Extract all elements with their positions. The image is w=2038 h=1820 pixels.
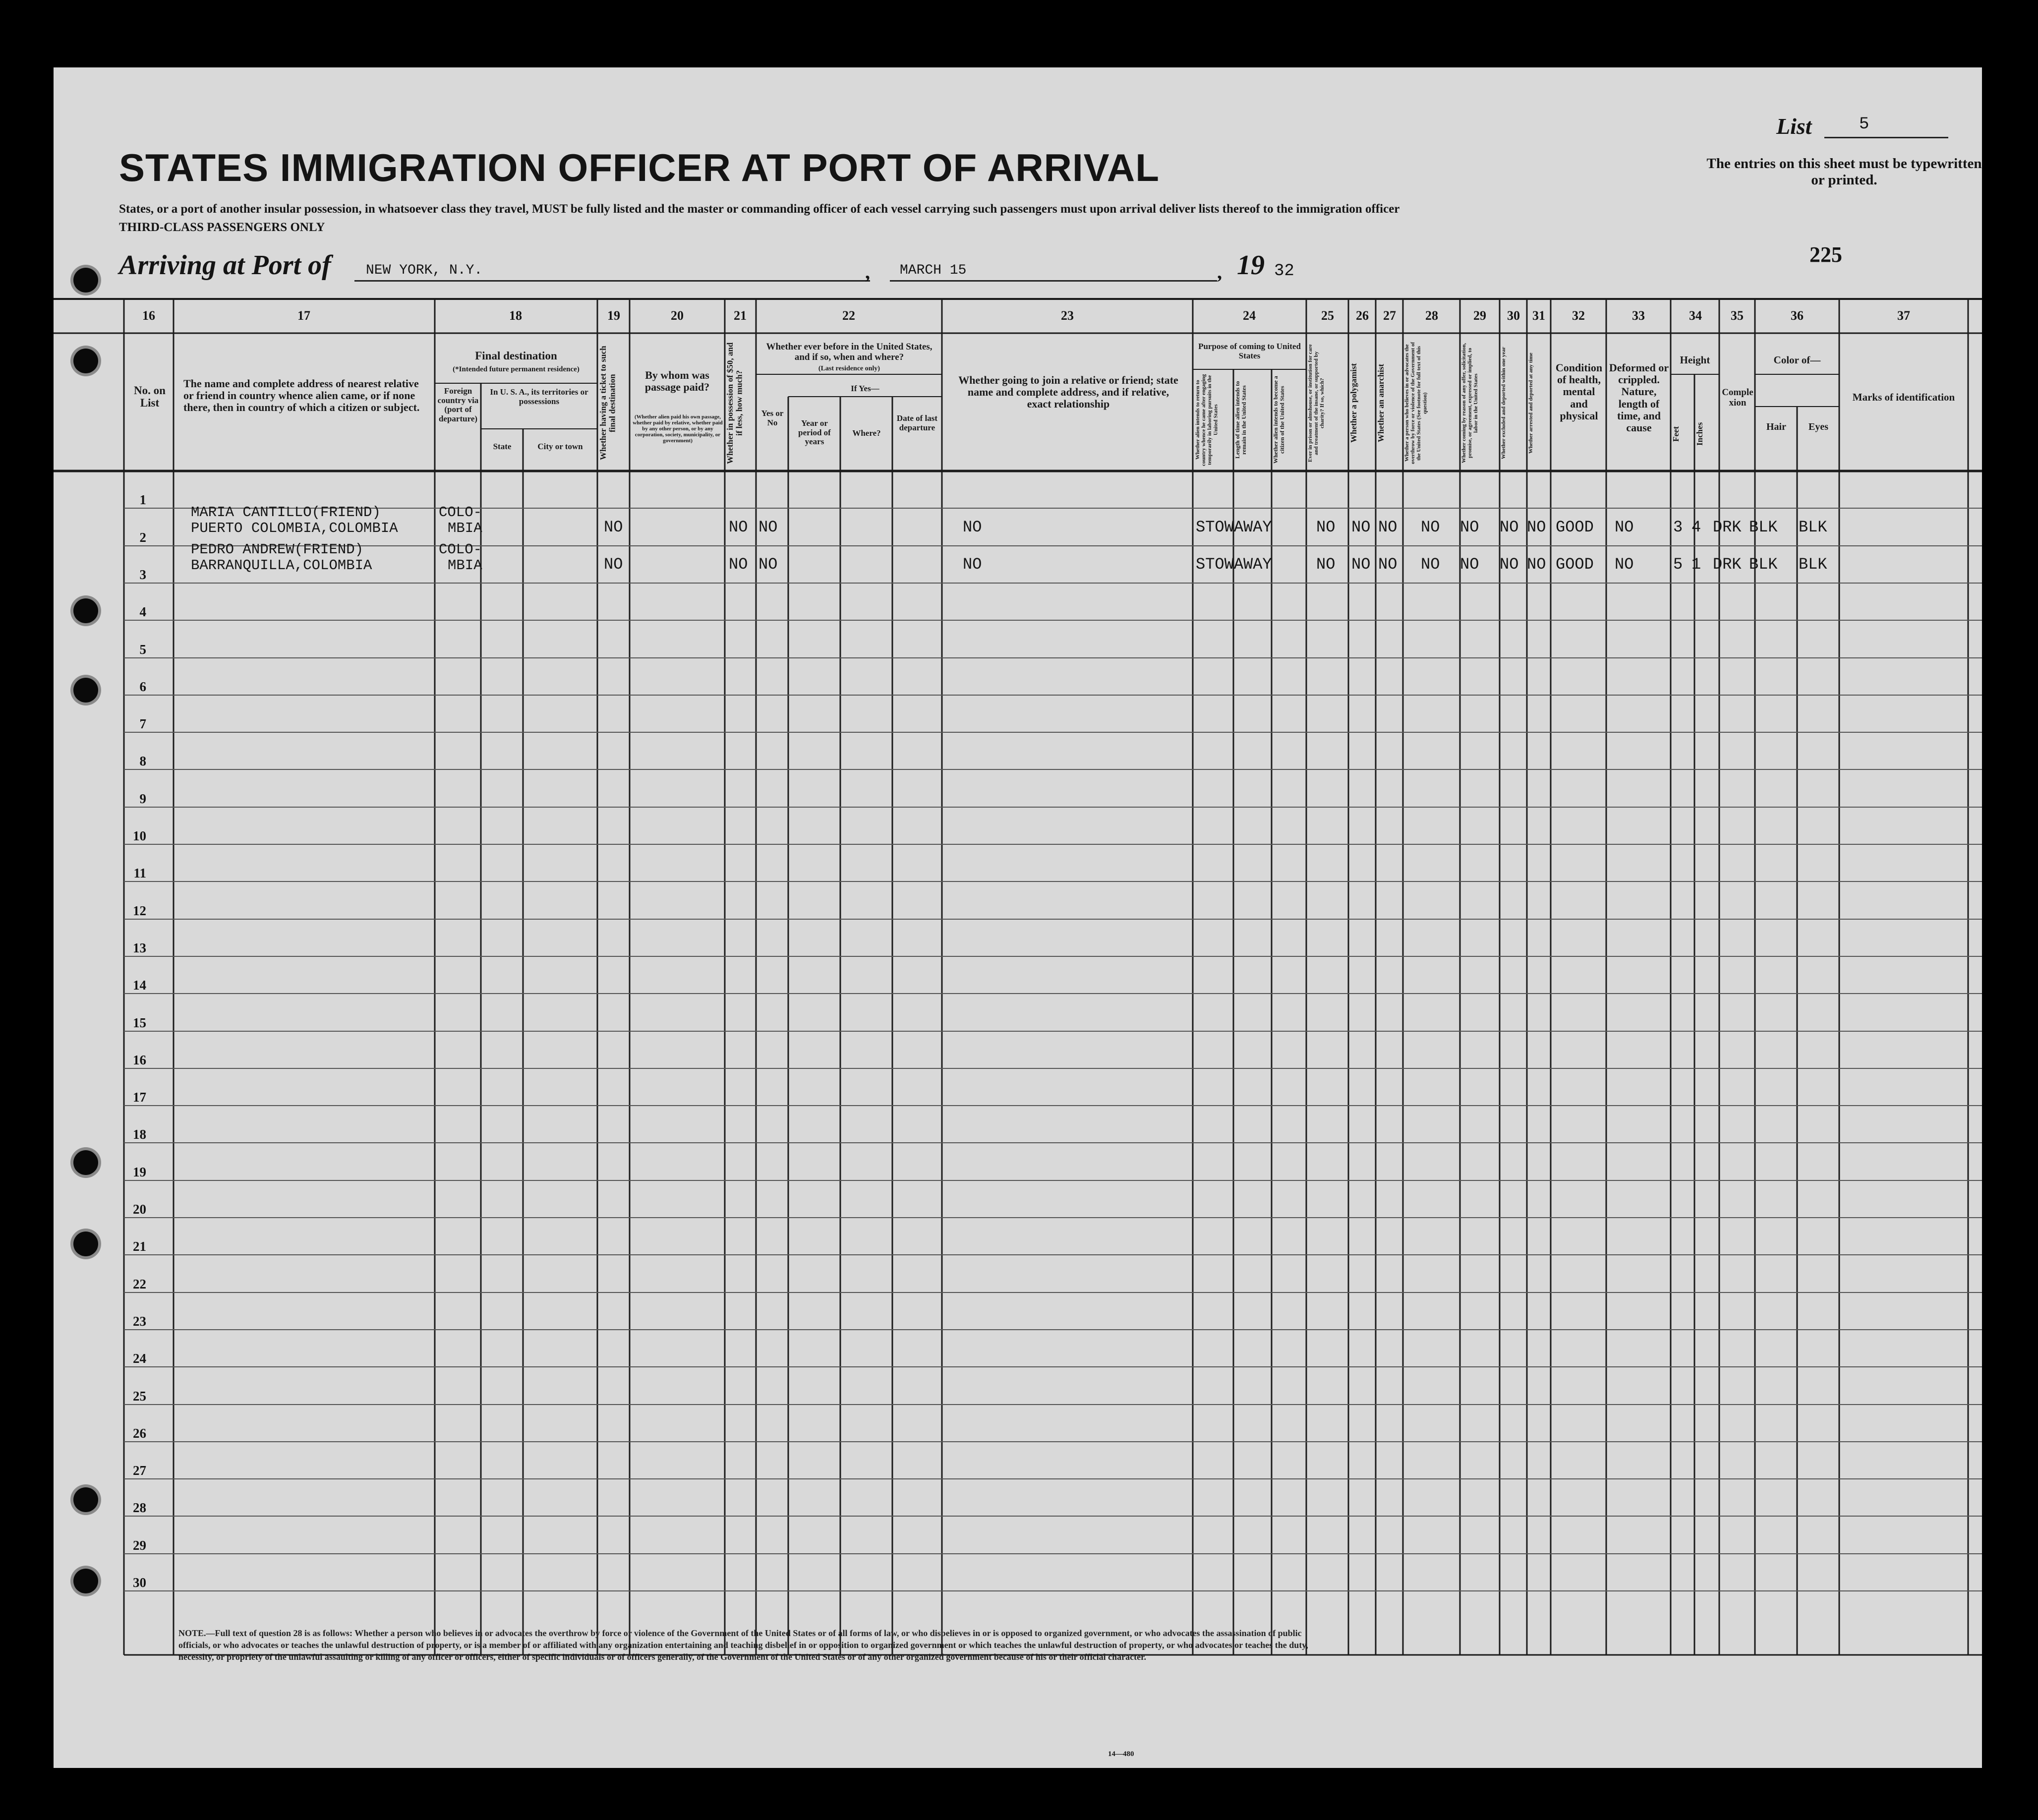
colnum-35: 35 [1731,308,1744,323]
header-purpose-citizen: Whether alien intends to become a citizen of the United States [1272,376,1286,464]
header-no-on-list: No. on List [134,384,166,410]
row-number: 20 [133,1202,146,1217]
year-prefix: 19 [1237,250,1265,281]
row-number: 23 [133,1314,146,1329]
row2-foreign-country-cont: MBIA [448,557,482,574]
class-line: THIRD-CLASS PASSENGERS ONLY [119,221,325,234]
port-of-arrival: NEW YORK, N.Y. [366,263,483,278]
row2-feet: 5 [1673,555,1683,574]
typewritten-note: The entries on this sheet must be typewritten or printed. [1706,156,1982,188]
row1-deformed: NO [1615,518,1634,536]
header-anarchist: Whether an anarchist [1376,363,1386,443]
colnum-30: 30 [1507,308,1520,323]
row2-relative-address: BARRANQUILLA,COLOMBIA [191,557,372,574]
row2-polygamist: NO [1351,555,1371,574]
row1-labor-offer: NO [1460,518,1479,536]
colnum-22: 22 [842,308,855,323]
header-deformed: Deformed or crippled. Nature, length of time, and cause [1609,361,1669,434]
row2-labor-offer: NO [1460,555,1479,574]
row1-relative-name: MARIA CANTILLO(FRIEND) [191,504,381,521]
row-number: 3 [139,567,146,582]
header-year-period: Year or period of years [798,418,831,447]
colnum-37: 37 [1897,308,1910,323]
row-number: 5 [139,642,146,657]
colnum-31: 31 [1532,308,1545,323]
header-where: Where? [852,428,881,438]
header-funds: Whether in possession of $50, and if less, how much? [725,342,744,464]
header-date-departure: Date of last departure [896,413,938,432]
colnum-20: 20 [671,308,684,323]
row-number: 13 [133,940,146,955]
row-number: 14 [133,978,146,993]
row2-relative-name: PEDRO ANDREW(FRIEND) [191,541,364,558]
header-inches: Inches [1695,422,1704,446]
row2-deformed: NO [1615,555,1634,574]
row1-foreign-country: COLO- [439,504,482,521]
row1-joining: NO [963,518,982,536]
row-number: 30 [133,1575,146,1590]
row2-foreign-country: COLO- [439,541,482,558]
row1-health: GOOD [1556,518,1594,536]
row-number: 28 [133,1500,146,1515]
colnum-17: 17 [297,308,310,323]
row-number: 21 [133,1239,146,1254]
row1-prison: NO [1316,518,1336,536]
row1-excluded: NO [1500,518,1519,536]
row-number: 19 [133,1165,146,1179]
list-label: List [1776,114,1812,139]
row1-eyes: BLK [1799,518,1827,536]
form-number: 14—480 [1108,1750,1134,1758]
row2-anarchist: NO [1378,555,1397,574]
row-number: 26 [133,1426,146,1441]
row-number: 12 [133,903,146,918]
comma: , [1217,261,1222,283]
row-number: 10 [133,828,146,843]
row-number: 16 [133,1053,146,1067]
comma: , [865,261,870,283]
header-polygamist: Whether a polygamist [1349,363,1358,443]
list-number: 5 [1859,115,1869,134]
colnum-18: 18 [509,308,522,323]
header-purpose: Purpose of coming to United States [1198,342,1301,360]
row1-complexion: DRK [1713,518,1742,536]
colnum-16: 16 [142,308,155,323]
header-prison: Ever in prison or almshouse, or institution for care and treatment of the insane, or supported by charity? If so, which? [1307,344,1326,462]
header-feet: Feet [1671,426,1681,442]
colnum-23: 23 [1061,308,1074,323]
row2-purpose: STOWAWAY [1196,555,1272,574]
row2-hair: BLK [1749,555,1778,574]
header-marks: Marks of identification [1852,391,1955,403]
row1-deported: NO [1527,518,1546,536]
row2-prison: NO [1316,555,1336,574]
header-passage-paid: By whom was passage paid? [644,369,710,394]
header-if-yes: If Yes— [851,384,879,393]
header-foreign-country: Foreign country via (port of departure) [437,386,479,424]
header-in-usa: In U. S. A., its territories or possessions [490,387,588,406]
row1-funds: NO [729,518,748,536]
row1-ticket: NO [604,518,623,536]
row2-funds: NO [729,555,748,574]
colnum-26: 26 [1356,308,1369,323]
row-number: 9 [139,791,146,806]
instruction-text: States, or a port of another insular possession, in whatsoever class they travel, MUST be fully listed and the master or commanding officer of each vessel carrying such passengers must upon arrival deliver lists thereof to the immigration officer [119,202,1400,216]
row-number: 24 [133,1351,146,1366]
arriving-label: Arriving at Port of [119,250,331,281]
row2-before-yes-no: NO [758,555,778,574]
row2-inches: 1 [1691,555,1701,574]
header-complexion: Complexion [1722,387,1753,408]
row-number: 11 [133,866,146,881]
header-health: Condition of health, mental and physical [1555,361,1603,422]
header-final-destination: Final destination [475,350,557,362]
row-number: 17 [133,1090,146,1105]
header-overthrow: Whether a person who believes in or advocates the overthrow by force or violence of the Government of the United States (See footnote for full text of this question) [1404,342,1428,465]
header-last-residence: (Last residence only) [818,365,880,372]
header-passage-paid-note: (Whether alien paid his own passage, whether paid by relative, whether paid by any other person, or by any corporation, society, municipality, or government) [633,414,723,444]
header-city: City or town [537,442,583,451]
header-purpose-length: Length of time alien intends to remain in the United States [1234,381,1248,459]
row1-hair: BLK [1749,518,1778,536]
colnum-21: 21 [734,308,747,323]
header-purpose-return: Whether alien intends to return to country whence he came after engaging temporarily in laboring pursuits in the United States [1195,374,1219,466]
header-labor-offer: Whether coming by reason of any offer, solicitation, promise, or agreement, expressed or implied, to labor in the United States [1461,343,1479,464]
colnum-19: 19 [607,308,620,323]
row-number: 22 [133,1277,146,1292]
colnum-24: 24 [1243,308,1256,323]
row-number: 4 [139,604,146,619]
row1-polygamist: NO [1351,518,1371,536]
row2-joining: NO [963,555,982,574]
header-going-to-join: Whether going to join a relative or friend; state name and complete address, and if relative, exact relationship [958,374,1178,411]
row-number: 29 [133,1538,146,1553]
row-number: 7 [139,716,146,731]
colnum-27: 27 [1383,308,1396,323]
arrival-date: MARCH 15 [900,263,967,278]
row1-inches: 4 [1691,518,1701,536]
row1-relative-address: PUERTO COLOMBIA,COLOMBIA [191,520,398,536]
sheet-number: 225 [1809,242,1842,267]
header-nearest-relative: The name and complete address of nearest relative or friend in country whence alien came, or if none there, then in country of which a citizen or subject. [183,377,420,414]
header-before-in-us: Whether ever before in the United States, and if so, when and where? [766,342,932,362]
row2-overthrow: NO [1421,555,1440,574]
row-number: 2 [139,530,146,545]
header-excluded: Whether excluded and deported within one year [1501,347,1507,460]
header-deported: Whether arrested and deported at any time [1528,352,1534,454]
row1-purpose: STOWAWAY [1196,518,1272,536]
row-number: 27 [133,1463,146,1478]
colnum-34: 34 [1689,308,1702,323]
year-suffix: 32 [1274,262,1294,281]
row-number: 6 [139,679,146,694]
colnum-32: 32 [1572,308,1585,323]
header-height: Height [1680,354,1710,366]
header-yes-or-no: Yes or No [761,409,784,427]
footnote: NOTE.—Full text of question 28 is as follows: Whether a person who believes in or advocates the overthrow by force or violence of the Government of the United States or of all forms of law, or who disbelieves in or is opposed to organized government, or who advocates the assassination of public officials, or who advocates or teaches the unlawful destruction of property, or is a member of or affiliated with any organization entertaining and teaching disbelief in or opposition to organized government or which teaches the unlawful destruction of property, or who advocates or teaches the duty, necessity, or propriety of the unlawful assaulting or killing of any officer or officers, either of specific individuals or of officers generally, of the Government of the United States or of any other organized government because of his or their official character. [178,1628,1308,1662]
header-final-destination-note: (*Intended future permanent residence) [453,365,580,373]
header-ticket: Whether having a ticket to such final destination [598,346,617,461]
colnum-29: 29 [1473,308,1486,323]
row2-health: GOOD [1556,555,1594,574]
header-hair: Hair [1766,421,1786,432]
row-number: 18 [133,1127,146,1142]
colnum-33: 33 [1632,308,1645,323]
row1-before-yes-no: NO [758,518,778,536]
colnum-36: 36 [1791,308,1804,323]
row-number: 25 [133,1389,146,1404]
row1-overthrow: NO [1421,518,1440,536]
row2-deported: NO [1527,555,1546,574]
colnum-25: 25 [1321,308,1334,323]
header-eyes: Eyes [1808,421,1828,432]
row1-anarchist: NO [1378,518,1397,536]
row1-feet: 3 [1673,518,1683,536]
header-color-of: Color of— [1773,354,1821,366]
row2-eyes: BLK [1799,555,1827,574]
row2-complexion: DRK [1713,555,1742,574]
colnum-28: 28 [1425,308,1438,323]
row1-foreign-country-cont: MBIA [448,520,482,536]
row-number: 8 [139,754,146,768]
header-state: State [493,442,512,451]
row2-excluded: NO [1500,555,1519,574]
page-title: STATES IMMIGRATION OFFICER AT PORT OF ARRIVAL [119,146,1160,189]
row-number: 1 [139,492,146,507]
row-number: 15 [133,1015,146,1030]
row2-ticket: NO [604,555,623,574]
